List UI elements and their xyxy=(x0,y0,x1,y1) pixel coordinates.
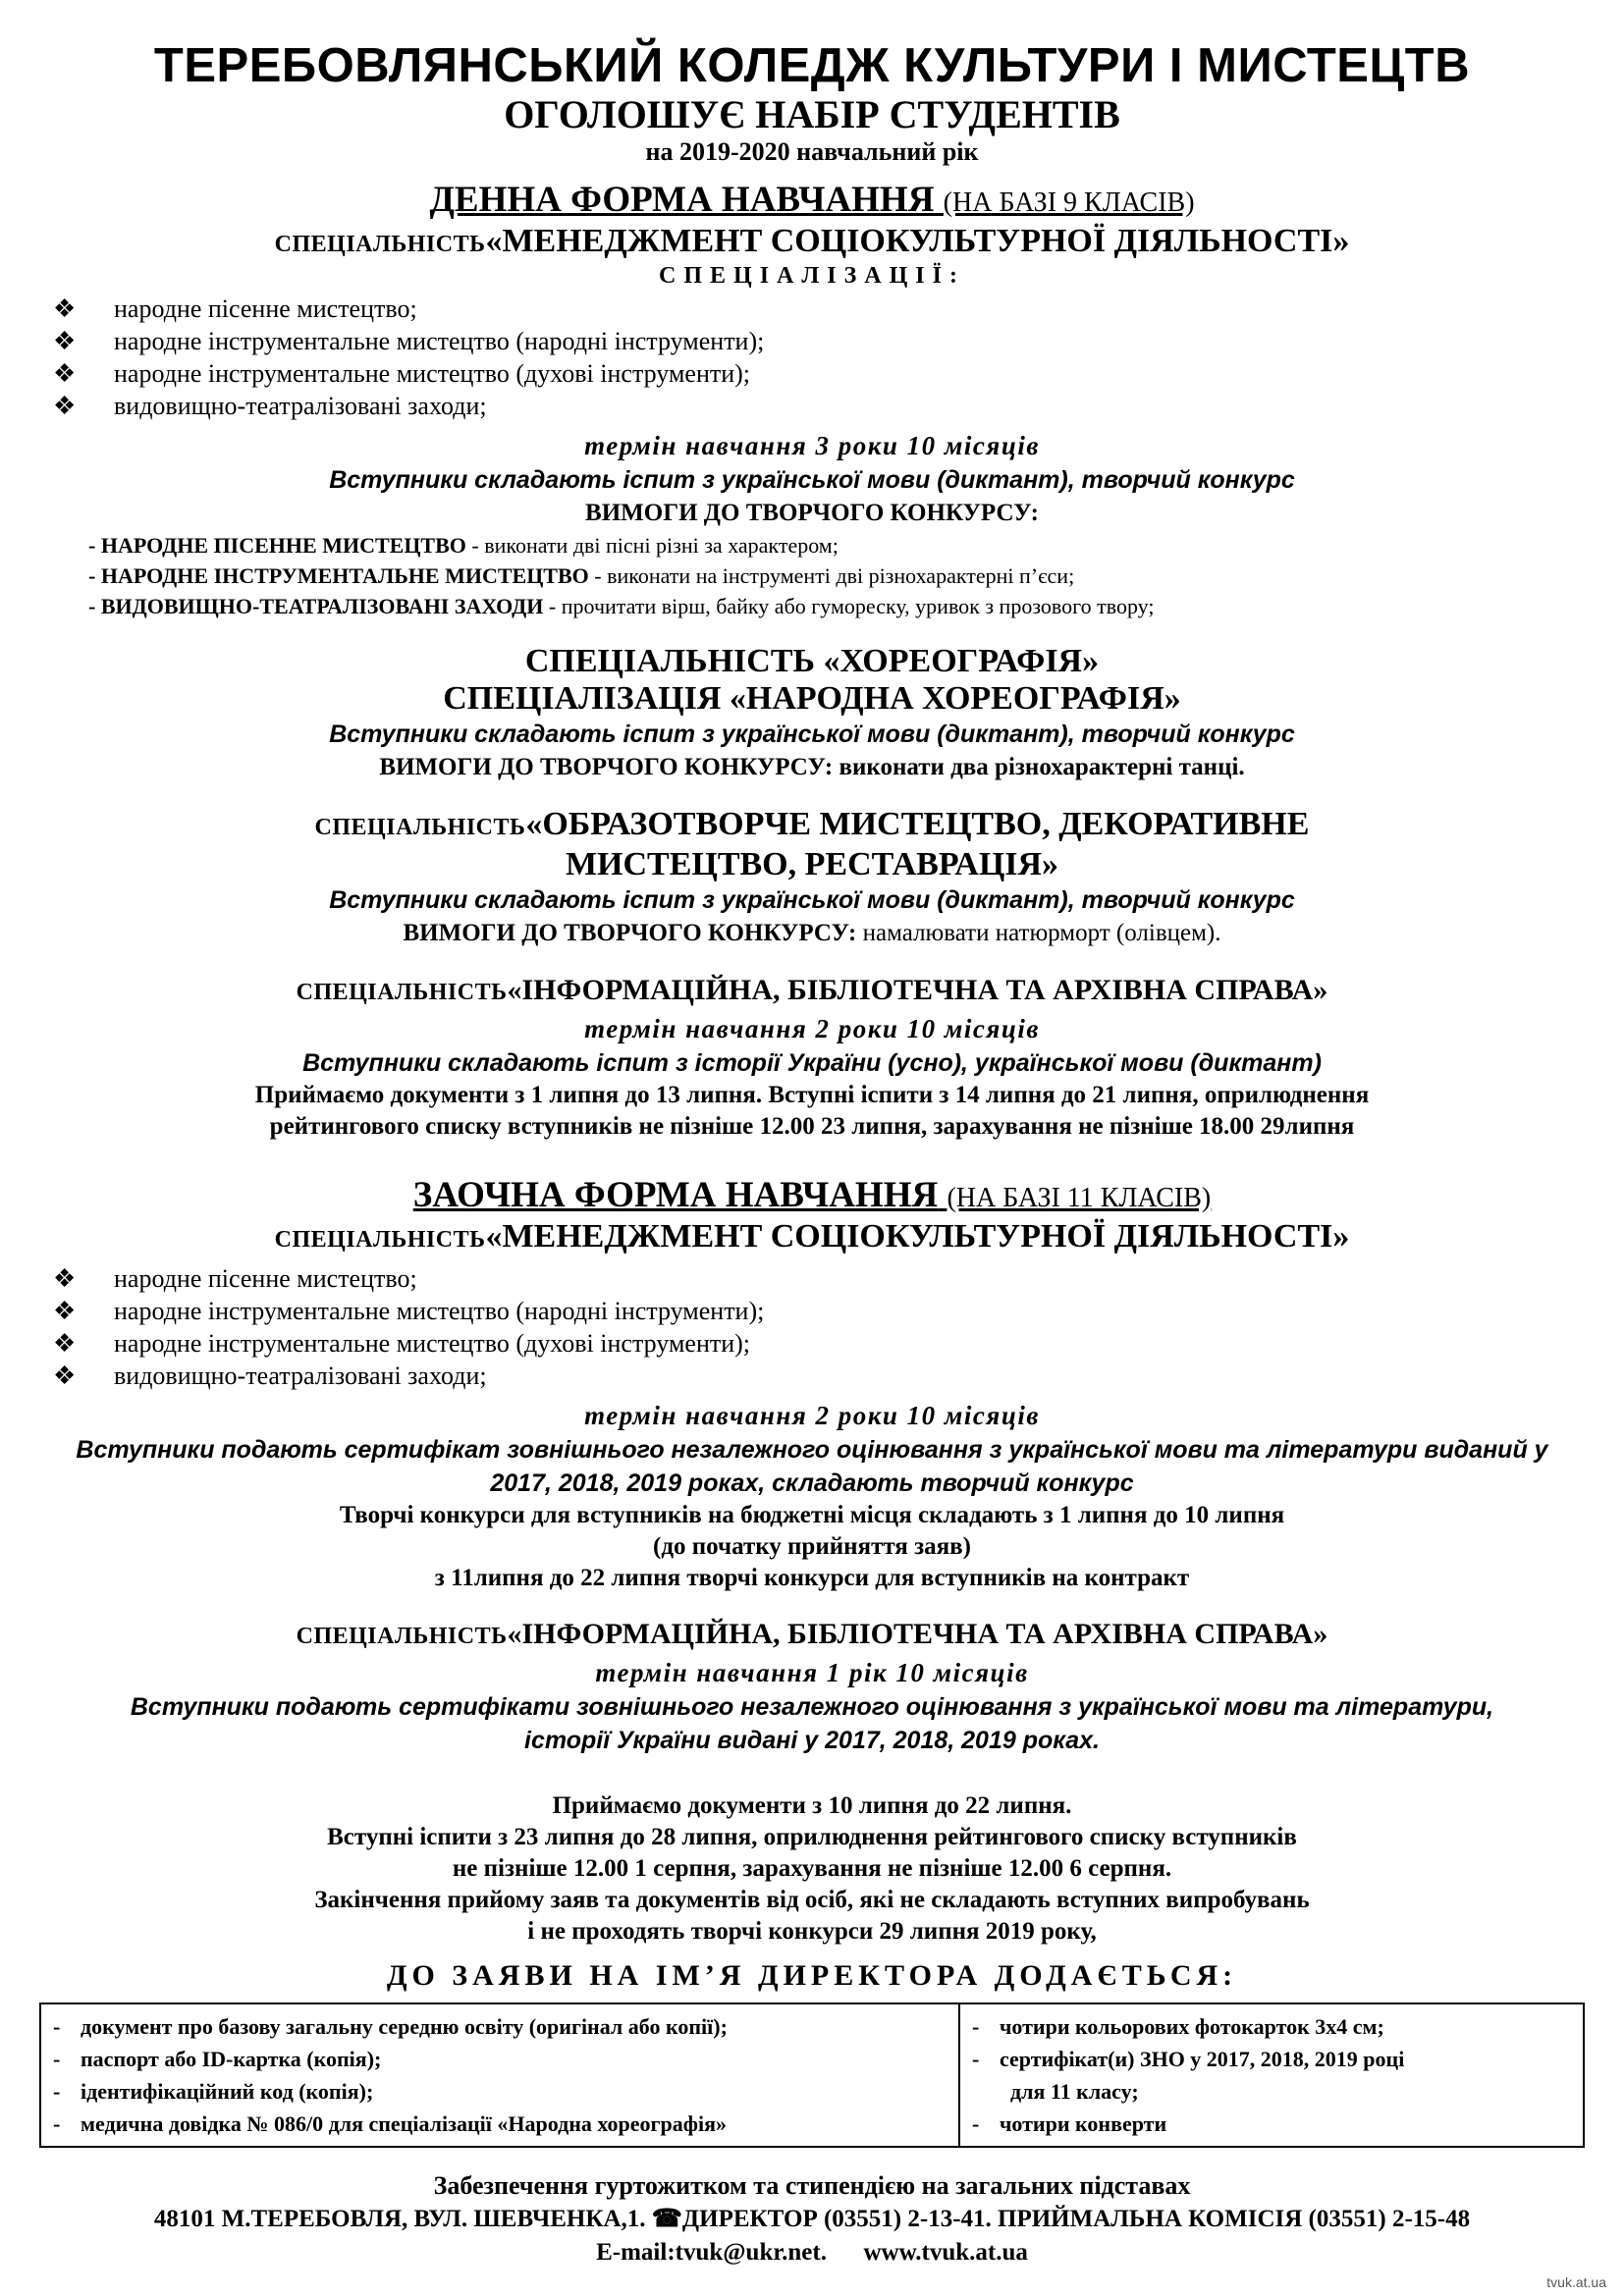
requirement-item xyxy=(88,591,1585,621)
diamond-bullet-icon: ❖ xyxy=(53,294,77,323)
contact-address: 48101 М.ТЕРЕБОВЛЯ, ВУЛ. ШЕВЧЕНКА,1. ☎ДИРЕКТОР (03551) 2-13-41. ПРИЙМАЛЬНА КОМІСІЯ (03551) 2-15-48 xyxy=(153,2206,1471,2232)
list-item xyxy=(53,325,1585,357)
entrance-exam: Вступники складають іспит з української мови (диктант), творчий конкурс xyxy=(329,721,1295,748)
requirements-list xyxy=(88,530,1585,621)
diamond-bullet-icon: ❖ xyxy=(53,359,77,388)
spec-name: «МЕНЕДЖМЕНТ СОЦІОКУЛЬТУРНОЇ ДІЯЛЬНОСТІ» xyxy=(485,1218,1350,1255)
list-item-text: видовищно-театралізовані заходи; xyxy=(114,1362,487,1390)
entrance-exam-line2: історії України видані у 2017, 2018, 2019 роках. xyxy=(524,1727,1100,1754)
document-item: - документ про базову загальну середню освіту (оригінал або копії); xyxy=(53,2014,728,2039)
document-text: ідентифікаційний код (копія); xyxy=(81,2079,374,2104)
extramural-dates-line: Приймаємо документи з 10 липня до 22 липня. xyxy=(552,1792,1072,1819)
study-term: термін навчання 2 роки 10 місяців xyxy=(584,1401,1040,1430)
requirements-label: ВИМОГИ ДО ТВОРЧОГО КОНКУРСУ: xyxy=(379,754,834,780)
document-text: медична довідка № 086/0 для спеціалізації «Народна хореографія» xyxy=(81,2111,728,2136)
document-item: - ідентифікаційний код (копія); xyxy=(53,2079,374,2104)
choreography-specialization: СПЕЦІАЛІЗАЦІЯ «НАРОДНА ХОРЕОГРАФІЯ» xyxy=(443,680,1181,717)
spec-name: «ІНФОРМАЦІЙНА, БІБЛІОТЕЧНА ТА АРХІВНА СПРАВА» xyxy=(507,1618,1328,1650)
document-item: - паспорт або ID-картка (копія); xyxy=(53,2047,382,2071)
website-link[interactable]: www.tvuk.at.ua xyxy=(863,2239,1028,2266)
study-term: термін навчання 1 рік 10 місяців xyxy=(595,1658,1029,1687)
requirements-line xyxy=(39,751,1585,784)
dormitory-note: Забезпечення гуртожитком та стипендією на загальних підставах xyxy=(433,2171,1191,2200)
list-item xyxy=(53,357,1585,390)
entrance-exam: Вступники складають іспит з української мови (диктант), творчий конкурс xyxy=(329,886,1295,914)
diamond-bullet-icon: ❖ xyxy=(53,327,77,355)
requirement-title: - НАРОДНЕ ПІСЕННЕ МИСТЕЦТВО xyxy=(88,533,466,558)
day-dates-line1: Приймаємо документи з 1 липня до 13 липня. Вступні іспити з 14 липня до 21 липня, оприлюднення xyxy=(254,1082,1370,1108)
document-item xyxy=(972,2075,1571,2108)
document-text: сертифікат(и) ЗНО у 2017, 2018, 2019 році xyxy=(1000,2047,1405,2071)
entrance-exam: Вступники складають іспит з української мови (диктант), творчий конкурс xyxy=(329,466,1295,494)
document-item: - чотири кольорових фотокарток 3х4 см; xyxy=(972,2014,1384,2039)
requirement-item xyxy=(88,530,1585,561)
spec-name: «МЕНЕДЖМЕНТ СОЦІОКУЛЬТУРНОЇ ДІЯЛЬНОСТІ» xyxy=(485,223,1350,259)
day-form-base: (НА БАЗІ 9 КЛАСІВ) xyxy=(943,187,1195,218)
watermark: tvuk.at.ua xyxy=(1546,2274,1606,2290)
day-form-title: ДЕННА ФОРМА НАВЧАННЯ xyxy=(429,180,935,220)
extramural-dates-line: Вступні іспити з 23 липня до 28 липня, оприлюднення рейтингового списку вступників xyxy=(327,1824,1297,1850)
document-text: документ про базову загальну середню освіту (оригінал або копії); xyxy=(81,2014,728,2039)
poster xyxy=(39,39,1585,2269)
choreography-heading: СПЕЦІАЛЬНІСТЬ «ХОРЕОГРАФІЯ» xyxy=(524,643,1100,679)
extramural-spec1-heading xyxy=(39,1218,1585,1258)
diamond-bullet-icon: ❖ xyxy=(53,1297,77,1325)
day-spec1-list xyxy=(39,293,1585,422)
study-term: термін навчання 3 роки 10 місяців xyxy=(584,431,1040,460)
announcement-subtitle: ОГОЛОШУЄ НАБІР СТУДЕНТІВ xyxy=(504,92,1120,136)
extramural-form-heading xyxy=(39,1176,1585,1218)
requirement-item xyxy=(88,561,1585,591)
diamond-bullet-icon: ❖ xyxy=(53,1362,77,1390)
specializations-heading: СПЕЦІАЛІЗАЦІЇ: xyxy=(659,263,965,289)
college-title: ТЕРЕБОВЛЯНСЬКИЙ КОЛЕДЖ КУЛЬТУРИ І МИСТЕЦТВ xyxy=(153,39,1471,92)
requirement-text: - виконати на інструменті дві різнохарактерні п’єси; xyxy=(588,563,1075,588)
study-term: термін навчання 2 роки 10 місяців xyxy=(584,1014,1040,1043)
fine-arts-heading xyxy=(39,806,1585,846)
entrance-exam-line1: Вступники подають сертифікати зовнішнього незалежного оцінювання з української мови та літератури, xyxy=(130,1693,1494,1721)
list-item-text: народне інструментальне мистецтво (народні інструменти); xyxy=(114,1297,765,1325)
email-link[interactable]: E-mail:tvuk@ukr.net. xyxy=(596,2239,827,2266)
extramural-dates-line: Закінчення прийому заяв та документів від осіб, які не складають вступних випробувань xyxy=(314,1887,1310,1913)
document-item: - чотири конверти xyxy=(972,2111,1167,2136)
contest-line3: з 11липня до 22 липня творчі конкурси для вступників на контракт xyxy=(434,1565,1190,1591)
contact-web xyxy=(39,2236,1585,2269)
requirements-line xyxy=(39,917,1585,950)
requirement-title: - ВИДОВИЩНО-ТЕАТРАЛІЗОВАНІ ЗАХОДИ xyxy=(88,594,544,618)
document-text: чотири конверти xyxy=(1000,2111,1167,2136)
requirements-text: намалювати натюрморт (олівцем). xyxy=(856,920,1221,946)
spec-label: СПЕЦІАЛЬНІСТЬ xyxy=(296,1624,508,1649)
day-form-heading xyxy=(39,181,1585,223)
list-item-text: народне інструментальне мистецтво (духові інструменти); xyxy=(114,359,751,388)
document-text: чотири кольорових фотокарток 3х4 см; xyxy=(1000,2014,1384,2039)
requirements-heading: ВИМОГИ ДО ТВОРЧОГО КОНКУРСУ: xyxy=(585,500,1039,526)
fine-arts-heading-cont: МИСТЕЦТВО, РЕСТАВРАЦІЯ» xyxy=(565,846,1059,882)
list-item xyxy=(53,1327,1585,1360)
document-item: - медична довідка № 086/0 для спеціалізації «Народна хореографія» xyxy=(53,2111,728,2136)
extramural-dates-line: не пізніше 12.00 1 серпня, зарахування не пізніше 12.00 6 серпня. xyxy=(452,1855,1172,1882)
diamond-bullet-icon: ❖ xyxy=(53,1329,77,1358)
requirement-text: - виконати дві пісні різні за характером; xyxy=(465,533,839,558)
spec-label: СПЕЦІАЛЬНІСТЬ xyxy=(296,980,508,1005)
contest-line1: Творчі конкурси для вступників на бюджетні місця складають з 1 липня до 10 липня xyxy=(339,1502,1285,1528)
contest-line2: (до початку прийняття заяв) xyxy=(653,1533,971,1560)
extramural-dates-line: і не проходять творчі конкурси 29 липня 2019 року, xyxy=(527,1918,1097,1945)
spec-label: СПЕЦІАЛЬНІСТЬ xyxy=(274,232,486,257)
entrance-exam-line1: Вступники подають сертифікат зовнішнього незалежного оцінювання з української мови та літератури виданий у xyxy=(76,1436,1548,1464)
list-item xyxy=(53,293,1585,325)
library-spec-heading xyxy=(39,972,1585,1011)
spec-label: СПЕЦІАЛЬНІСТЬ xyxy=(314,815,526,840)
list-item-text: видовищно-театралізовані заходи; xyxy=(114,392,487,420)
documents-right-column xyxy=(959,2003,1584,2147)
extramural-spec1-list xyxy=(39,1262,1585,1392)
document-text: паспорт або ID-картка (копія); xyxy=(81,2047,382,2071)
requirement-text: - прочитати вірш, байку або гумореску, уривок з прозового твору; xyxy=(543,594,1155,618)
list-item xyxy=(53,1262,1585,1295)
academic-year: на 2019-2020 навчальний рік xyxy=(645,137,979,166)
day-spec1-heading xyxy=(39,223,1585,263)
entrance-exam-line2: 2017, 2018, 2019 роках, складають творчий конкурс xyxy=(490,1469,1134,1497)
list-item-text: народне пісенне мистецтво; xyxy=(114,1264,417,1293)
documents-left-column xyxy=(40,2003,959,2147)
list-item xyxy=(53,1295,1585,1327)
spec-name: «ІНФОРМАЦІЙНА, БІБЛІОТЕЧНА ТА АРХІВНА СПРАВА» xyxy=(507,974,1328,1006)
requirement-title: - НАРОДНЕ ІНСТРУМЕНТАЛЬНЕ МИСТЕЦТВО xyxy=(88,563,589,588)
diamond-bullet-icon: ❖ xyxy=(53,1264,77,1293)
list-item xyxy=(53,390,1585,422)
list-item-text: народне інструментальне мистецтво (духові інструменти); xyxy=(114,1329,751,1358)
document-text: для 11 класу; xyxy=(1010,2079,1139,2104)
list-item-text: народне інструментальне мистецтво (народні інструменти); xyxy=(114,327,765,355)
day-dates-line2: рейтингового списку вступників не пізніше 12.00 23 липня, зарахування не пізніше 18.00 29липня xyxy=(269,1113,1355,1140)
diamond-bullet-icon: ❖ xyxy=(53,392,77,420)
documents-heading: ДО ЗАЯВИ НА ІМ’Я ДИРЕКТОРА ДОДАЄТЬСЯ: xyxy=(386,1959,1238,1992)
requirements-text: виконати два різнохарактерні танці. xyxy=(833,754,1245,780)
list-item-text: народне пісенне мистецтво; xyxy=(114,294,417,323)
extramural-form-title: ЗАОЧНА ФОРМА НАВЧАННЯ xyxy=(412,1175,939,1215)
requirements-label: ВИМОГИ ДО ТВОРЧОГО КОНКУРСУ: xyxy=(403,920,857,946)
extramural-form-base: (НА БАЗІ 11 КЛАСІВ) xyxy=(947,1183,1212,1213)
list-item xyxy=(53,1360,1585,1392)
spec-label: СПЕЦІАЛЬНІСТЬ xyxy=(274,1227,486,1253)
spec-name: «ОБРАЗОТВОРЧЕ МИСТЕЦТВО, ДЕКОРАТИВНЕ xyxy=(525,806,1310,842)
extramural-library-heading xyxy=(39,1616,1585,1655)
document-item: - сертифікат(и) ЗНО у 2017, 2018, 2019 році xyxy=(972,2047,1405,2071)
documents-table xyxy=(39,2002,1585,2148)
entrance-exam: Вступники складають іспит з історії України (усно), української мови (диктант) xyxy=(302,1049,1322,1077)
